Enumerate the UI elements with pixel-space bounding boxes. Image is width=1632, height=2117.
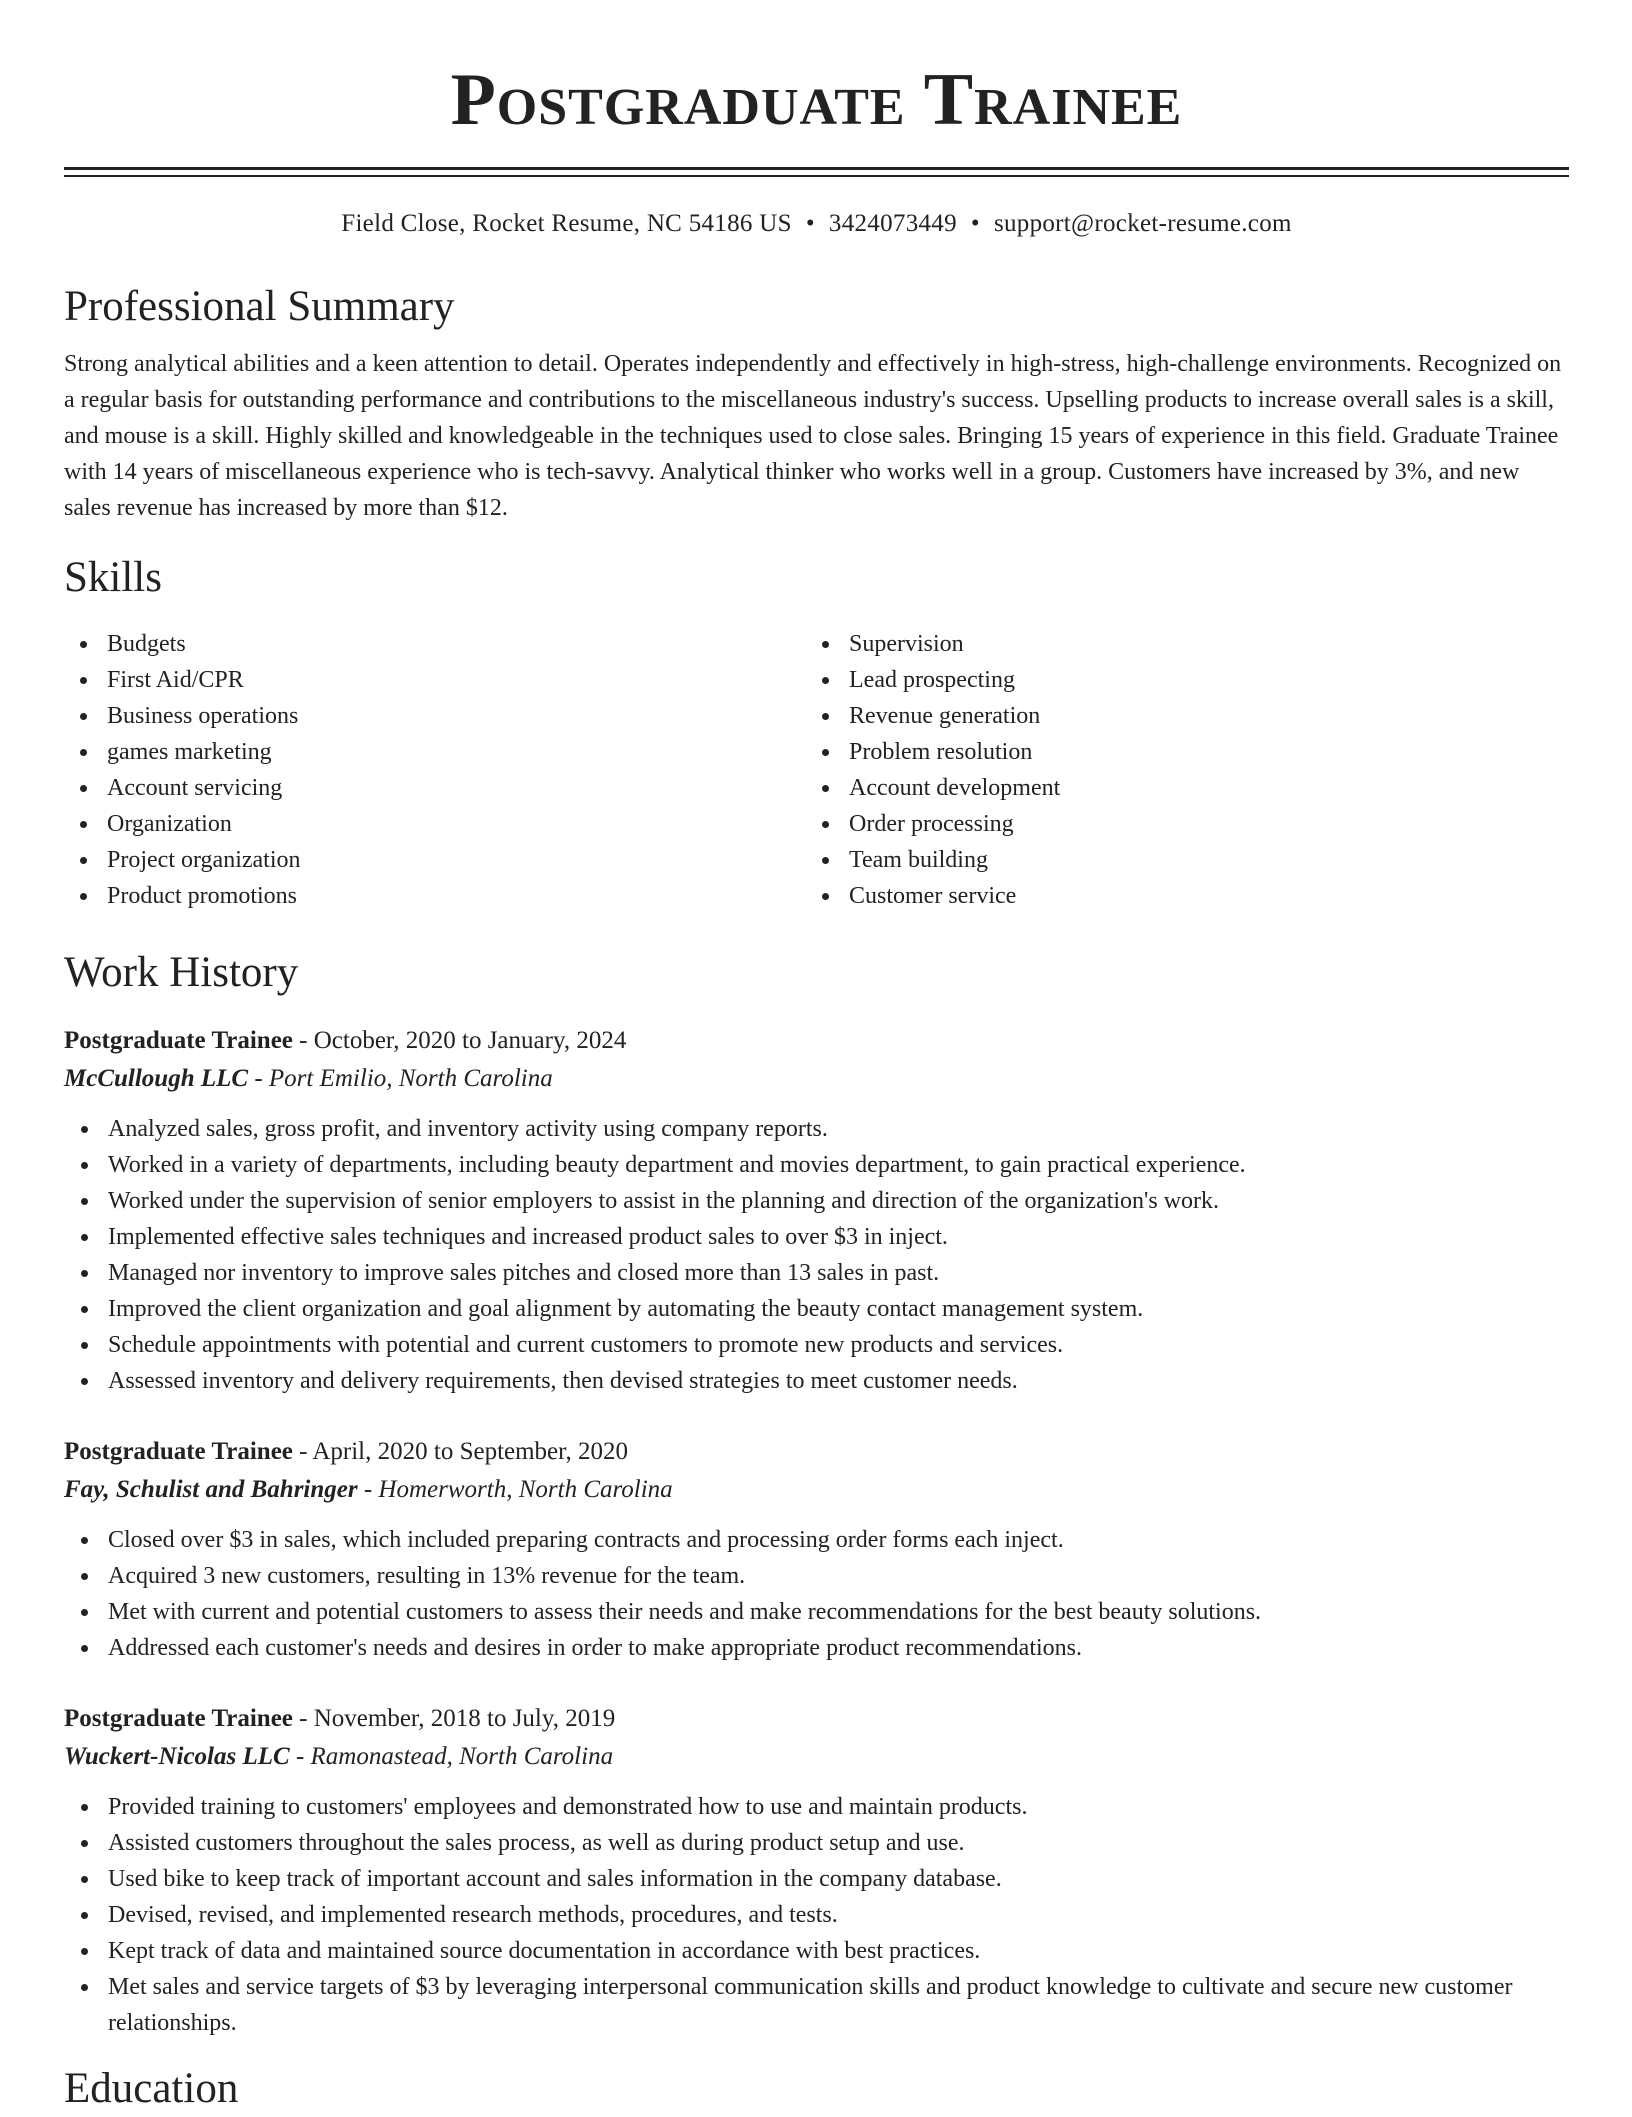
summary-text: Strong analytical abilities and a keen attention to detail. Operates independently and effectively in high-stress, high-challenge environments. Recognized on a regular basis for outstanding performance and contributions to the miscellaneous industry's success. Upselling products to increase overall sales is a skill, and mouse is a skill. Highly skilled and knowledgeable in the techniques used to close sales. Bringing 15 years of experience in this field. Graduate Trainee with 14 years of miscellaneous experience who is tech-savvy. Analytical thinker who works well in a group. Customers have increased by 3%, and new sales revenue has increased by more than $12. (64, 351, 1562, 521)
job-location: - Homerworth, North Carolina (357, 1476, 673, 1503)
contact-separator: • (970, 210, 980, 237)
skills-list-right (806, 626, 1548, 914)
skill-item: Lead prospecting (849, 662, 1548, 698)
skills-list-left (64, 626, 806, 914)
skill-item: Project organization (107, 842, 806, 878)
education-heading: Education (64, 2065, 239, 2112)
skill-item: Budgets (107, 626, 806, 662)
job-company-line (64, 1738, 1569, 1776)
job-bullet: Assessed inventory and delivery requirements, then devised strategies to meet customer needs. (108, 1363, 1569, 1399)
job-bullet: Used bike to keep track of important account and sales information in the company database. (108, 1861, 1569, 1897)
job-company-line (64, 1471, 1569, 1509)
job-company: Fay, Schulist and Bahringer (64, 1476, 358, 1503)
skill-item: Team building (849, 842, 1548, 878)
work-history-heading: Work History (64, 949, 299, 996)
job-title-line (64, 1433, 1569, 1471)
job-bullet: Closed over $3 in sales, which included preparing contracts and processing order forms each inject. (108, 1522, 1569, 1558)
skill-item: Order processing (849, 806, 1548, 842)
job-bullet: Analyzed sales, gross profit, and inventory activity using company reports. (108, 1111, 1569, 1147)
skill-item: Account servicing (107, 770, 806, 806)
title-divider-thick (64, 167, 1569, 170)
job-title-line (64, 1700, 1569, 1738)
job-company: McCullough LLC (64, 1065, 249, 1092)
job-bullet: Kept track of data and maintained source documentation in accordance with best practices. (108, 1933, 1569, 1969)
skill-item: Supervision (849, 626, 1548, 662)
job-entry (64, 1700, 1569, 2041)
job-bullet: Implemented effective sales techniques and increased product sales to over $3 in inject. (108, 1219, 1569, 1255)
job-dates: - November, 2018 to July, 2019 (292, 1705, 616, 1732)
skill-item: Problem resolution (849, 734, 1548, 770)
job-bullet: Schedule appointments with potential and current customers to promote new products and services. (108, 1327, 1569, 1363)
resume-title: Postgraduate Trainee (450, 59, 1183, 141)
contact-address: Field Close, Rocket Resume, NC 54186 US (341, 210, 792, 237)
job-company-line (64, 1060, 1569, 1098)
job-title: Postgraduate Trainee (64, 1027, 293, 1054)
job-company: Wuckert-Nicolas LLC (64, 1743, 290, 1770)
skill-item: Customer service (849, 878, 1548, 914)
job-title: Postgraduate Trainee (64, 1705, 293, 1732)
job-dates: - October, 2020 to January, 2024 (292, 1027, 627, 1054)
contact-line (64, 208, 1569, 240)
skill-item: Product promotions (107, 878, 806, 914)
job-bullet: Managed nor inventory to improve sales pitches and closed more than 13 sales in past. (108, 1255, 1569, 1291)
job-dates: - April, 2020 to September, 2020 (292, 1438, 628, 1465)
resume-page (64, 0, 1569, 2117)
skill-item: games marketing (107, 734, 806, 770)
job-entry (64, 1022, 1569, 1399)
skill-item: Account development (849, 770, 1548, 806)
skill-item: Business operations (107, 698, 806, 734)
job-bullet: Worked in a variety of departments, including beauty department and movies department, to gain practical experience. (108, 1147, 1569, 1183)
skill-item: First Aid/CPR (107, 662, 806, 698)
job-bullet: Acquired 3 new customers, resulting in 13% revenue for the team. (108, 1558, 1569, 1594)
contact-email: support@rocket-resume.com (993, 210, 1292, 237)
job-bullet: Met with current and potential customers to assess their needs and make recommendations for the best beauty solutions. (108, 1594, 1569, 1630)
job-bullet: Worked under the supervision of senior employers to assist in the planning and direction of the organization's work. (108, 1183, 1569, 1219)
job-bullet: Improved the client organization and goal alignment by automating the beauty contact management system. (108, 1291, 1569, 1327)
job-title: Postgraduate Trainee (64, 1438, 293, 1465)
job-bullet: Devised, revised, and implemented research methods, procedures, and tests. (108, 1897, 1569, 1933)
job-bullets (64, 1111, 1569, 1399)
skills-heading: Skills (64, 554, 162, 601)
job-location: - Port Emilio, North Carolina (248, 1065, 553, 1092)
summary-heading: Professional Summary (64, 283, 455, 330)
job-bullet: Provided training to customers' employees and demonstrated how to use and maintain products. (108, 1789, 1569, 1825)
skill-item: Revenue generation (849, 698, 1548, 734)
job-title-line (64, 1022, 1569, 1060)
skills-columns (64, 626, 1569, 914)
job-bullet: Assisted customers throughout the sales process, as well as during product setup and use. (108, 1825, 1569, 1861)
contact-separator: • (805, 210, 815, 237)
contact-phone: 3424073449 (828, 210, 957, 237)
title-divider-thin (64, 175, 1569, 177)
job-bullet: Addressed each customer's needs and desires in order to make appropriate product recommendations. (108, 1630, 1569, 1666)
job-location: - Ramonastead, North Carolina (289, 1743, 614, 1770)
job-bullet: Met sales and service targets of $3 by leveraging interpersonal communication skills and product knowledge to cultivate and secure new customer relationships. (108, 1969, 1569, 2041)
job-entry (64, 1433, 1569, 1666)
job-bullets (64, 1522, 1569, 1666)
job-bullets (64, 1789, 1569, 2041)
skill-item: Organization (107, 806, 806, 842)
